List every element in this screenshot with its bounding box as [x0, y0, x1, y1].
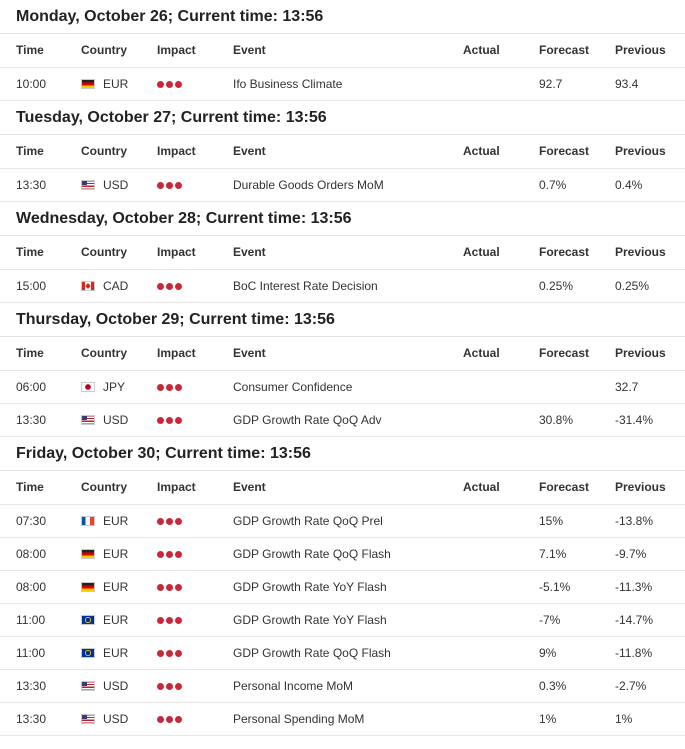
column-header-impact: Impact	[157, 346, 196, 360]
impact-dot-icon	[175, 417, 182, 424]
impact-dot-icon	[175, 283, 182, 290]
column-header-previous: Previous	[615, 346, 666, 360]
impact-indicator	[157, 617, 182, 624]
usa-flag-icon	[81, 415, 95, 425]
impact-dot-icon	[175, 81, 182, 88]
column-header-time: Time	[16, 144, 44, 158]
impact-dot-icon	[175, 384, 182, 391]
event-previous: -2.7%	[615, 679, 647, 693]
event-row[interactable]	[0, 571, 685, 604]
event-row[interactable]	[0, 538, 685, 571]
japan-flag-icon	[81, 382, 95, 392]
impact-indicator	[157, 683, 182, 690]
event-name-link[interactable]: Personal Income MoM	[233, 679, 354, 693]
column-header-country: Country	[81, 346, 127, 360]
event-name-link[interactable]: Personal Spending MoM	[233, 712, 365, 726]
column-header-impact: Impact	[157, 245, 196, 259]
event-time: 13:30	[16, 413, 47, 427]
day-section	[0, 437, 685, 736]
column-header-event: Event	[233, 144, 266, 158]
event-row[interactable]	[0, 169, 685, 202]
event-currency: USD	[103, 712, 129, 726]
column-header-country: Country	[81, 144, 127, 158]
impact-dot-icon	[175, 551, 182, 558]
event-forecast: -5.1%	[539, 580, 571, 594]
event-previous: 1%	[615, 712, 633, 726]
event-currency: EUR	[103, 613, 129, 627]
event-currency: EUR	[103, 646, 129, 660]
event-name-link[interactable]: GDP Growth Rate YoY Flash	[233, 580, 387, 594]
column-header-actual: Actual	[463, 144, 500, 158]
impact-indicator	[157, 417, 182, 424]
usa-flag-icon	[81, 714, 95, 724]
event-time: 11:00	[16, 613, 46, 627]
event-name-link[interactable]: GDP Growth Rate QoQ Flash	[233, 646, 391, 660]
impact-dot-icon	[166, 182, 173, 189]
impact-dot-icon	[166, 518, 173, 525]
impact-dot-icon	[157, 417, 164, 424]
impact-indicator	[157, 716, 182, 723]
event-row[interactable]	[0, 505, 685, 538]
germany-flag-icon	[81, 79, 95, 89]
event-name-link[interactable]: GDP Growth Rate QoQ Adv	[233, 413, 382, 427]
column-header-impact: Impact	[157, 43, 196, 57]
impact-dot-icon	[157, 518, 164, 525]
event-time: 15:00	[16, 279, 47, 293]
impact-dot-icon	[166, 283, 173, 290]
event-currency: USD	[103, 679, 129, 693]
event-forecast: 1%	[539, 712, 557, 726]
event-currency: EUR	[103, 77, 129, 91]
event-row[interactable]	[0, 604, 685, 637]
day-section	[0, 303, 685, 437]
impact-dot-icon	[157, 584, 164, 591]
column-header-actual: Actual	[463, 480, 500, 494]
day-header: Wednesday, October 28; Current time: 13:56	[0, 202, 685, 236]
day-section	[0, 0, 685, 101]
event-forecast: 15%	[539, 514, 564, 528]
impact-dot-icon	[157, 283, 164, 290]
impact-indicator	[157, 182, 182, 189]
column-header-actual: Actual	[463, 346, 500, 360]
event-row[interactable]	[0, 703, 685, 736]
impact-indicator	[157, 650, 182, 657]
event-previous: 0.4%	[615, 178, 643, 192]
event-previous: -31.4%	[615, 413, 654, 427]
impact-dot-icon	[166, 617, 173, 624]
event-previous: -9.7%	[615, 547, 647, 561]
column-header-row	[0, 135, 685, 169]
column-header-time: Time	[16, 480, 44, 494]
event-name-link[interactable]: GDP Growth Rate QoQ Prel	[233, 514, 383, 528]
event-row[interactable]	[0, 68, 685, 101]
impact-dot-icon	[166, 81, 173, 88]
column-header-forecast: Forecast	[539, 480, 590, 494]
column-header-row	[0, 471, 685, 505]
impact-dot-icon	[175, 650, 182, 657]
impact-indicator	[157, 283, 182, 290]
event-forecast: 9%	[539, 646, 557, 660]
event-previous: 93.4	[615, 77, 639, 91]
column-header-impact: Impact	[157, 480, 196, 494]
column-header-row	[0, 236, 685, 270]
column-header-event: Event	[233, 346, 266, 360]
column-header-forecast: Forecast	[539, 245, 590, 259]
impact-indicator	[157, 551, 182, 558]
germany-flag-icon	[81, 582, 95, 592]
column-header-row	[0, 34, 685, 68]
impact-dot-icon	[157, 551, 164, 558]
event-previous: -14.7%	[615, 613, 654, 627]
france-flag-icon	[81, 516, 95, 526]
event-row[interactable]	[0, 637, 685, 670]
event-forecast: 0.3%	[539, 679, 567, 693]
impact-dot-icon	[157, 182, 164, 189]
event-time: 08:00	[16, 547, 47, 561]
impact-dot-icon	[166, 650, 173, 657]
event-forecast: 30.8%	[539, 413, 574, 427]
eu-flag-icon	[81, 615, 95, 625]
column-header-time: Time	[16, 245, 44, 259]
day-header: Thursday, October 29; Current time: 13:56	[0, 303, 685, 337]
impact-indicator	[157, 81, 182, 88]
impact-dot-icon	[166, 417, 173, 424]
column-header-previous: Previous	[615, 144, 666, 158]
column-header-actual: Actual	[463, 43, 500, 57]
day-section	[0, 101, 685, 202]
event-forecast: 7.1%	[539, 547, 567, 561]
impact-indicator	[157, 584, 182, 591]
event-time: 07:30	[16, 514, 47, 528]
event-forecast: 0.25%	[539, 279, 574, 293]
impact-dot-icon	[157, 81, 164, 88]
column-header-previous: Previous	[615, 480, 666, 494]
event-previous: -11.3%	[615, 580, 653, 594]
event-previous: -13.8%	[615, 514, 654, 528]
germany-flag-icon	[81, 549, 95, 559]
eu-flag-icon	[81, 648, 95, 658]
event-previous: 32.7	[615, 380, 639, 394]
impact-dot-icon	[166, 384, 173, 391]
column-header-time: Time	[16, 43, 44, 57]
event-time: 13:30	[16, 712, 47, 726]
impact-dot-icon	[157, 650, 164, 657]
column-header-country: Country	[81, 43, 127, 57]
event-previous: 0.25%	[615, 279, 650, 293]
event-currency: USD	[103, 178, 129, 192]
canada-flag-icon	[81, 281, 95, 291]
column-header-row	[0, 337, 685, 371]
event-name-link[interactable]: BoC Interest Rate Decision	[233, 279, 378, 293]
usa-flag-icon	[81, 681, 95, 691]
column-header-event: Event	[233, 43, 266, 57]
event-name-link[interactable]: Durable Goods Orders MoM	[233, 178, 384, 192]
impact-dot-icon	[166, 683, 173, 690]
event-currency: USD	[103, 413, 129, 427]
column-header-previous: Previous	[615, 245, 666, 259]
event-currency: CAD	[103, 279, 129, 293]
event-time: 13:30	[16, 679, 47, 693]
event-time: 06:00	[16, 380, 47, 394]
event-forecast: -7%	[539, 613, 561, 627]
column-header-forecast: Forecast	[539, 43, 590, 57]
column-header-forecast: Forecast	[539, 346, 590, 360]
impact-dot-icon	[166, 551, 173, 558]
column-header-time: Time	[16, 346, 44, 360]
column-header-country: Country	[81, 480, 127, 494]
usa-flag-icon	[81, 180, 95, 190]
impact-dot-icon	[157, 683, 164, 690]
impact-indicator	[157, 518, 182, 525]
impact-indicator	[157, 384, 182, 391]
day-header: Monday, October 26; Current time: 13:56	[0, 0, 685, 34]
impact-dot-icon	[157, 384, 164, 391]
event-currency: EUR	[103, 547, 129, 561]
event-row[interactable]	[0, 270, 685, 303]
impact-dot-icon	[166, 716, 173, 723]
event-currency: EUR	[103, 580, 129, 594]
column-header-event: Event	[233, 480, 266, 494]
impact-dot-icon	[175, 716, 182, 723]
event-name-link[interactable]: GDP Growth Rate QoQ Flash	[233, 547, 391, 561]
impact-dot-icon	[175, 617, 182, 624]
event-row[interactable]	[0, 404, 685, 437]
day-section	[0, 202, 685, 303]
impact-dot-icon	[166, 584, 173, 591]
column-header-previous: Previous	[615, 43, 666, 57]
day-header: Friday, October 30; Current time: 13:56	[0, 437, 685, 471]
event-time: 13:30	[16, 178, 47, 192]
event-time: 10:00	[16, 77, 47, 91]
event-time: 11:00	[16, 646, 46, 660]
event-previous: -11.8%	[615, 646, 653, 660]
column-header-event: Event	[233, 245, 266, 259]
day-header: Tuesday, October 27; Current time: 13:56	[0, 101, 685, 135]
event-currency: EUR	[103, 514, 129, 528]
column-header-country: Country	[81, 245, 127, 259]
impact-dot-icon	[175, 518, 182, 525]
column-header-impact: Impact	[157, 144, 196, 158]
event-name-link[interactable]: GDP Growth Rate YoY Flash	[233, 613, 387, 627]
event-name-link[interactable]: Ifo Business Climate	[233, 77, 343, 91]
event-forecast: 92.7	[539, 77, 563, 91]
column-header-actual: Actual	[463, 245, 500, 259]
impact-dot-icon	[175, 683, 182, 690]
impact-dot-icon	[157, 617, 164, 624]
event-currency: JPY	[103, 380, 126, 394]
impact-dot-icon	[175, 182, 182, 189]
impact-dot-icon	[157, 716, 164, 723]
event-name-link[interactable]: Consumer Confidence	[233, 380, 353, 394]
event-forecast: 0.7%	[539, 178, 567, 192]
column-header-forecast: Forecast	[539, 144, 590, 158]
event-time: 08:00	[16, 580, 47, 594]
event-row[interactable]	[0, 371, 685, 404]
impact-dot-icon	[175, 584, 182, 591]
event-row[interactable]	[0, 670, 685, 703]
